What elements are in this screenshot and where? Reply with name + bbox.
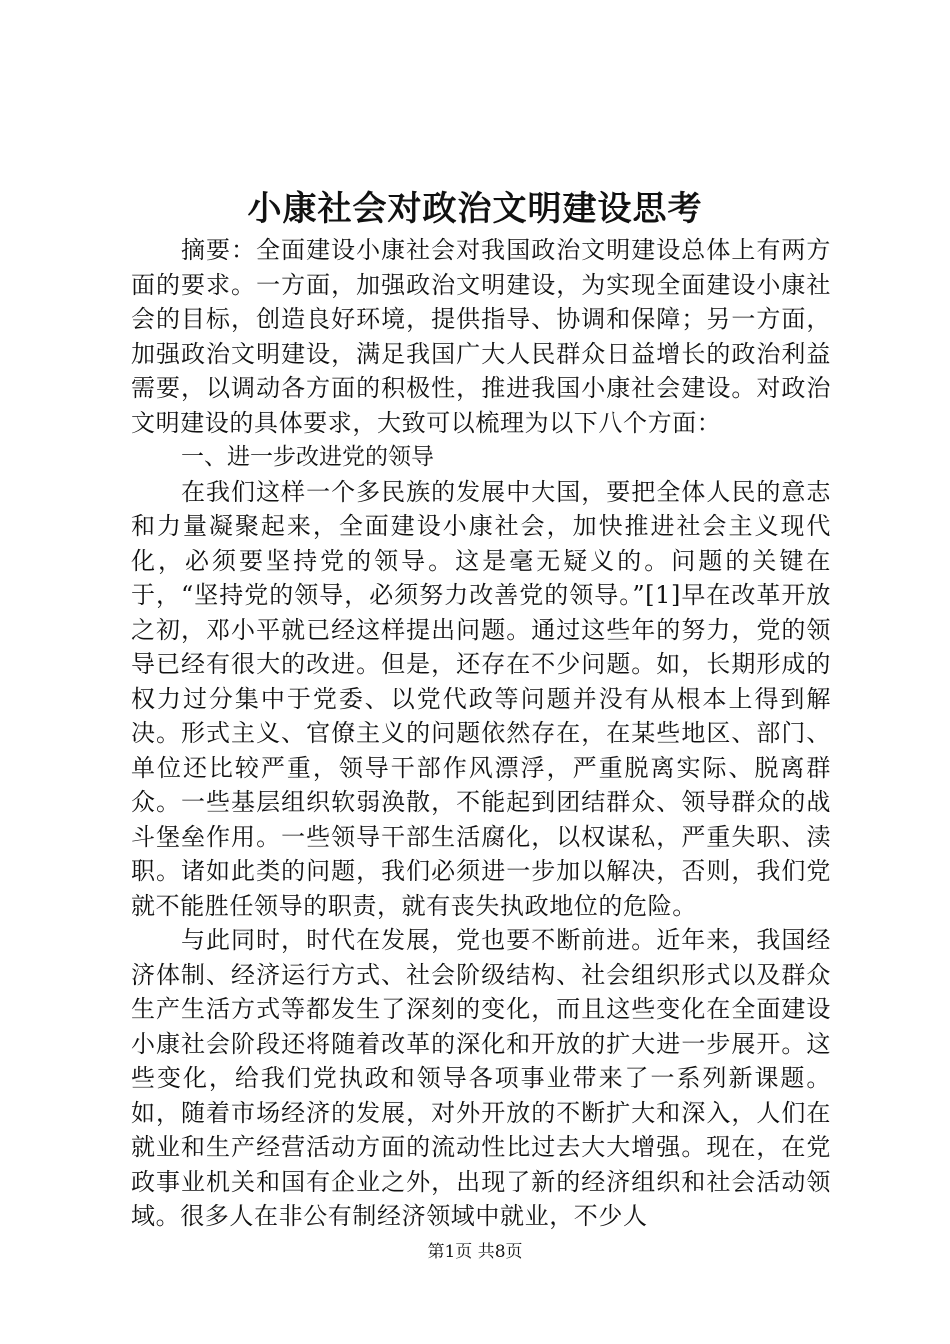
document-title: 小康社会对政治文明建设思考 xyxy=(247,189,703,229)
page-footer: 第1页 共8页 xyxy=(427,1242,523,1262)
section-heading: 一、进一步改进党的领导 xyxy=(181,444,434,470)
body-paragraph: 在我们这样一个多民族的发展中大国，要把全体人民的意志和力量凝聚起来，全面建设小康社会，加快推进社会主义现代化，必须要坚持党的领导。这是毫无疑义的。问题的关键在于，“坚持党的领导，必须努力改善党的领导。”[1]早在改革开放之初，邓小平就已经这样提出问题。通过这些年的努力，党的领导已经有很大的改进。但是，还存在不少问题。如，长期形成的权力过分集中于党委、以党代政等问题并没有从根本上得到解决。形式主义、官僚主义的问题依然存在，在某些地区、部门、单位还比较严重，领导干部作风漂浮，严重脱离实际、脱离群众。一些基层组织软弱涣散，不能起到团结群众、领导群众的战斗堡垒作用。一些领导干部生活腐化，以权谋私，严重失职、渎职。诸如此类的问题，我们必须进一步加以解决，否则，我们党就不能胜任领导的职责，就有丧失执政地位的危险。 xyxy=(131,477,831,920)
body-paragraph: 与此同时，时代在发展，党也要不断前进。近年来，我国经济体制、经济运行方式、社会阶级结构、社会组织形式以及群众生产生活方式等都发生了深刻的变化，而且这些变化在全面建设小康社会阶段还将随着改革的深化和开放的扩大进一步展开。这些变化，给我们党执政和领导各项事业带来了一系列新课题。如，随着市场经济的发展，对外开放的不断扩大和深入，人们在就业和生产经营活动方面的流动性比过去大大增强。现在，在党政事业机关和国有企业之外，出现了新的经济组织和社会活动领域。很多人在非公有制经济领域中就业，不少人 xyxy=(131,926,831,1230)
abstract-paragraph: 摘要：全面建设小康社会对我国政治文明建设总体上有两方面的要求。一方面，加强政治文明建设，为实现全面建设小康社会的目标，创造良好环境，提供指导、协调和保障；另一方面，加强政治文明建设，满足我国广大人民群众日益增长的政治利益需要，以调动各方面的积极性，推进我国小康社会建设。对政治文明建设的具体要求，大致可以梳理为以下八个方面： xyxy=(131,236,831,437)
document-body xyxy=(131,233,831,1234)
